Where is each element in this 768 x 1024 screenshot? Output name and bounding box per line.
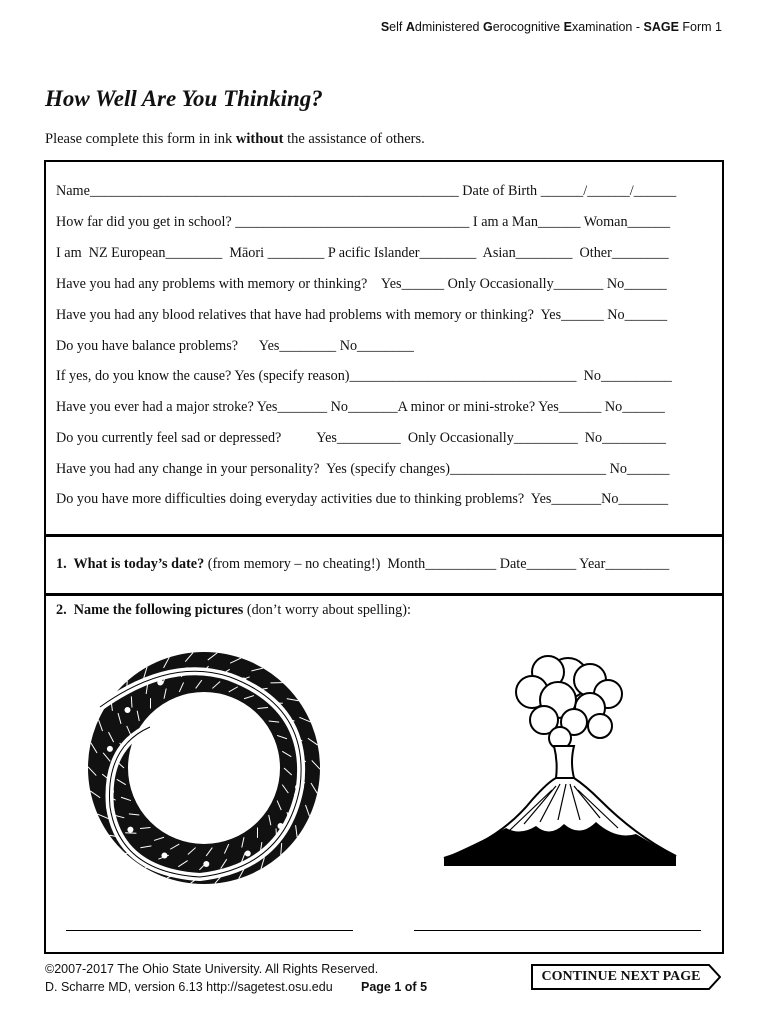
demographic-question[interactable]: Do you have more difficulties doing everyday activities due to thinking problems? Yes_______No_______ [56,491,669,507]
demographic-question[interactable]: Have you had any change in your personality? Yes (specify changes)______________________ No______ [56,461,670,477]
demographic-question[interactable]: I am NZ European________ Māori ________ P acific Islander________ Asian________ Other________ [56,245,669,261]
demographic-question[interactable]: If yes, do you know the cause? Yes (specify reason)________________________________ No__________ [56,368,672,384]
question-1-fields: (from memory – no cheating!) Month__________ Date_______ Year_________ [204,556,670,572]
question-2 [56,602,411,619]
question-1-label: 1. What is today’s date? [56,556,205,572]
demographic-question[interactable]: Have you had any problems with memory or thinking? Yes______ Only Occasionally_______ No______ [56,276,667,292]
demographic-question[interactable]: Do you have balance problems? Yes________ No________ [56,338,414,354]
footer-copyright: ©2007-2017 The Ohio State University. All Rights Reserved. [45,962,379,976]
page-title: How Well Are You Thinking? [45,86,323,111]
continue-next-page[interactable] [531,964,721,990]
header-segment: SAGE [643,20,679,34]
question-2-instruction: (don’t worry about spelling): [243,602,411,618]
header-segment: S [380,20,390,34]
header-segment: xamination - [571,20,644,34]
answer-line-1[interactable] [66,930,353,931]
header-segment: E [563,20,572,34]
demographic-question[interactable]: Have you ever had a major stroke? Yes_______ No_______A minor or mini-stroke? Yes______ No______ [56,399,665,415]
wreath-drawing [80,637,328,899]
page-label: Page [361,980,395,994]
header-segment: Form 1 [678,20,722,34]
volcano-drawing [440,650,680,886]
demographic-question[interactable]: Have you had any blood relatives that have had problems with memory or thinking? Yes______ No______ [56,307,668,323]
demographic-question[interactable]: Name____________________________________________________ Date of Birth ______/______/______ [56,183,677,199]
demographic-question[interactable]: How far did you get in school? _________________________________ I am a Man______ Woman______ [56,214,671,230]
header-segment: G [482,20,493,34]
page-indicator [361,980,427,994]
intro-post: the assistance of others. [283,131,425,147]
intro-text [45,131,425,148]
header-segment: dministered [414,20,483,34]
answer-line-2[interactable] [414,930,701,931]
footer-author: D. Scharre MD, version 6.13 http://sagetest.osu.edu [45,980,333,994]
continue-label: CONTINUE NEXT PAGE [541,969,701,984]
page-number: 1 [394,980,402,994]
page-total: 5 [420,980,428,994]
header-segment: elf [389,20,406,34]
question-2-label: 2. Name the following pictures [56,602,244,618]
form-header [381,20,722,34]
question-1[interactable] [56,556,669,573]
page-of: of [401,980,421,994]
volcano-picture [440,650,680,886]
demographic-question[interactable]: Do you currently feel sad or depressed? Yes_________ Only Occasionally_________ No_________ [56,430,666,446]
intro-bold: without [235,131,284,147]
header-segment: A [405,20,415,34]
header-segment: erocognitive [492,20,564,34]
intro-pre: Please complete this form in ink [45,131,236,147]
wreath-picture [80,637,328,899]
